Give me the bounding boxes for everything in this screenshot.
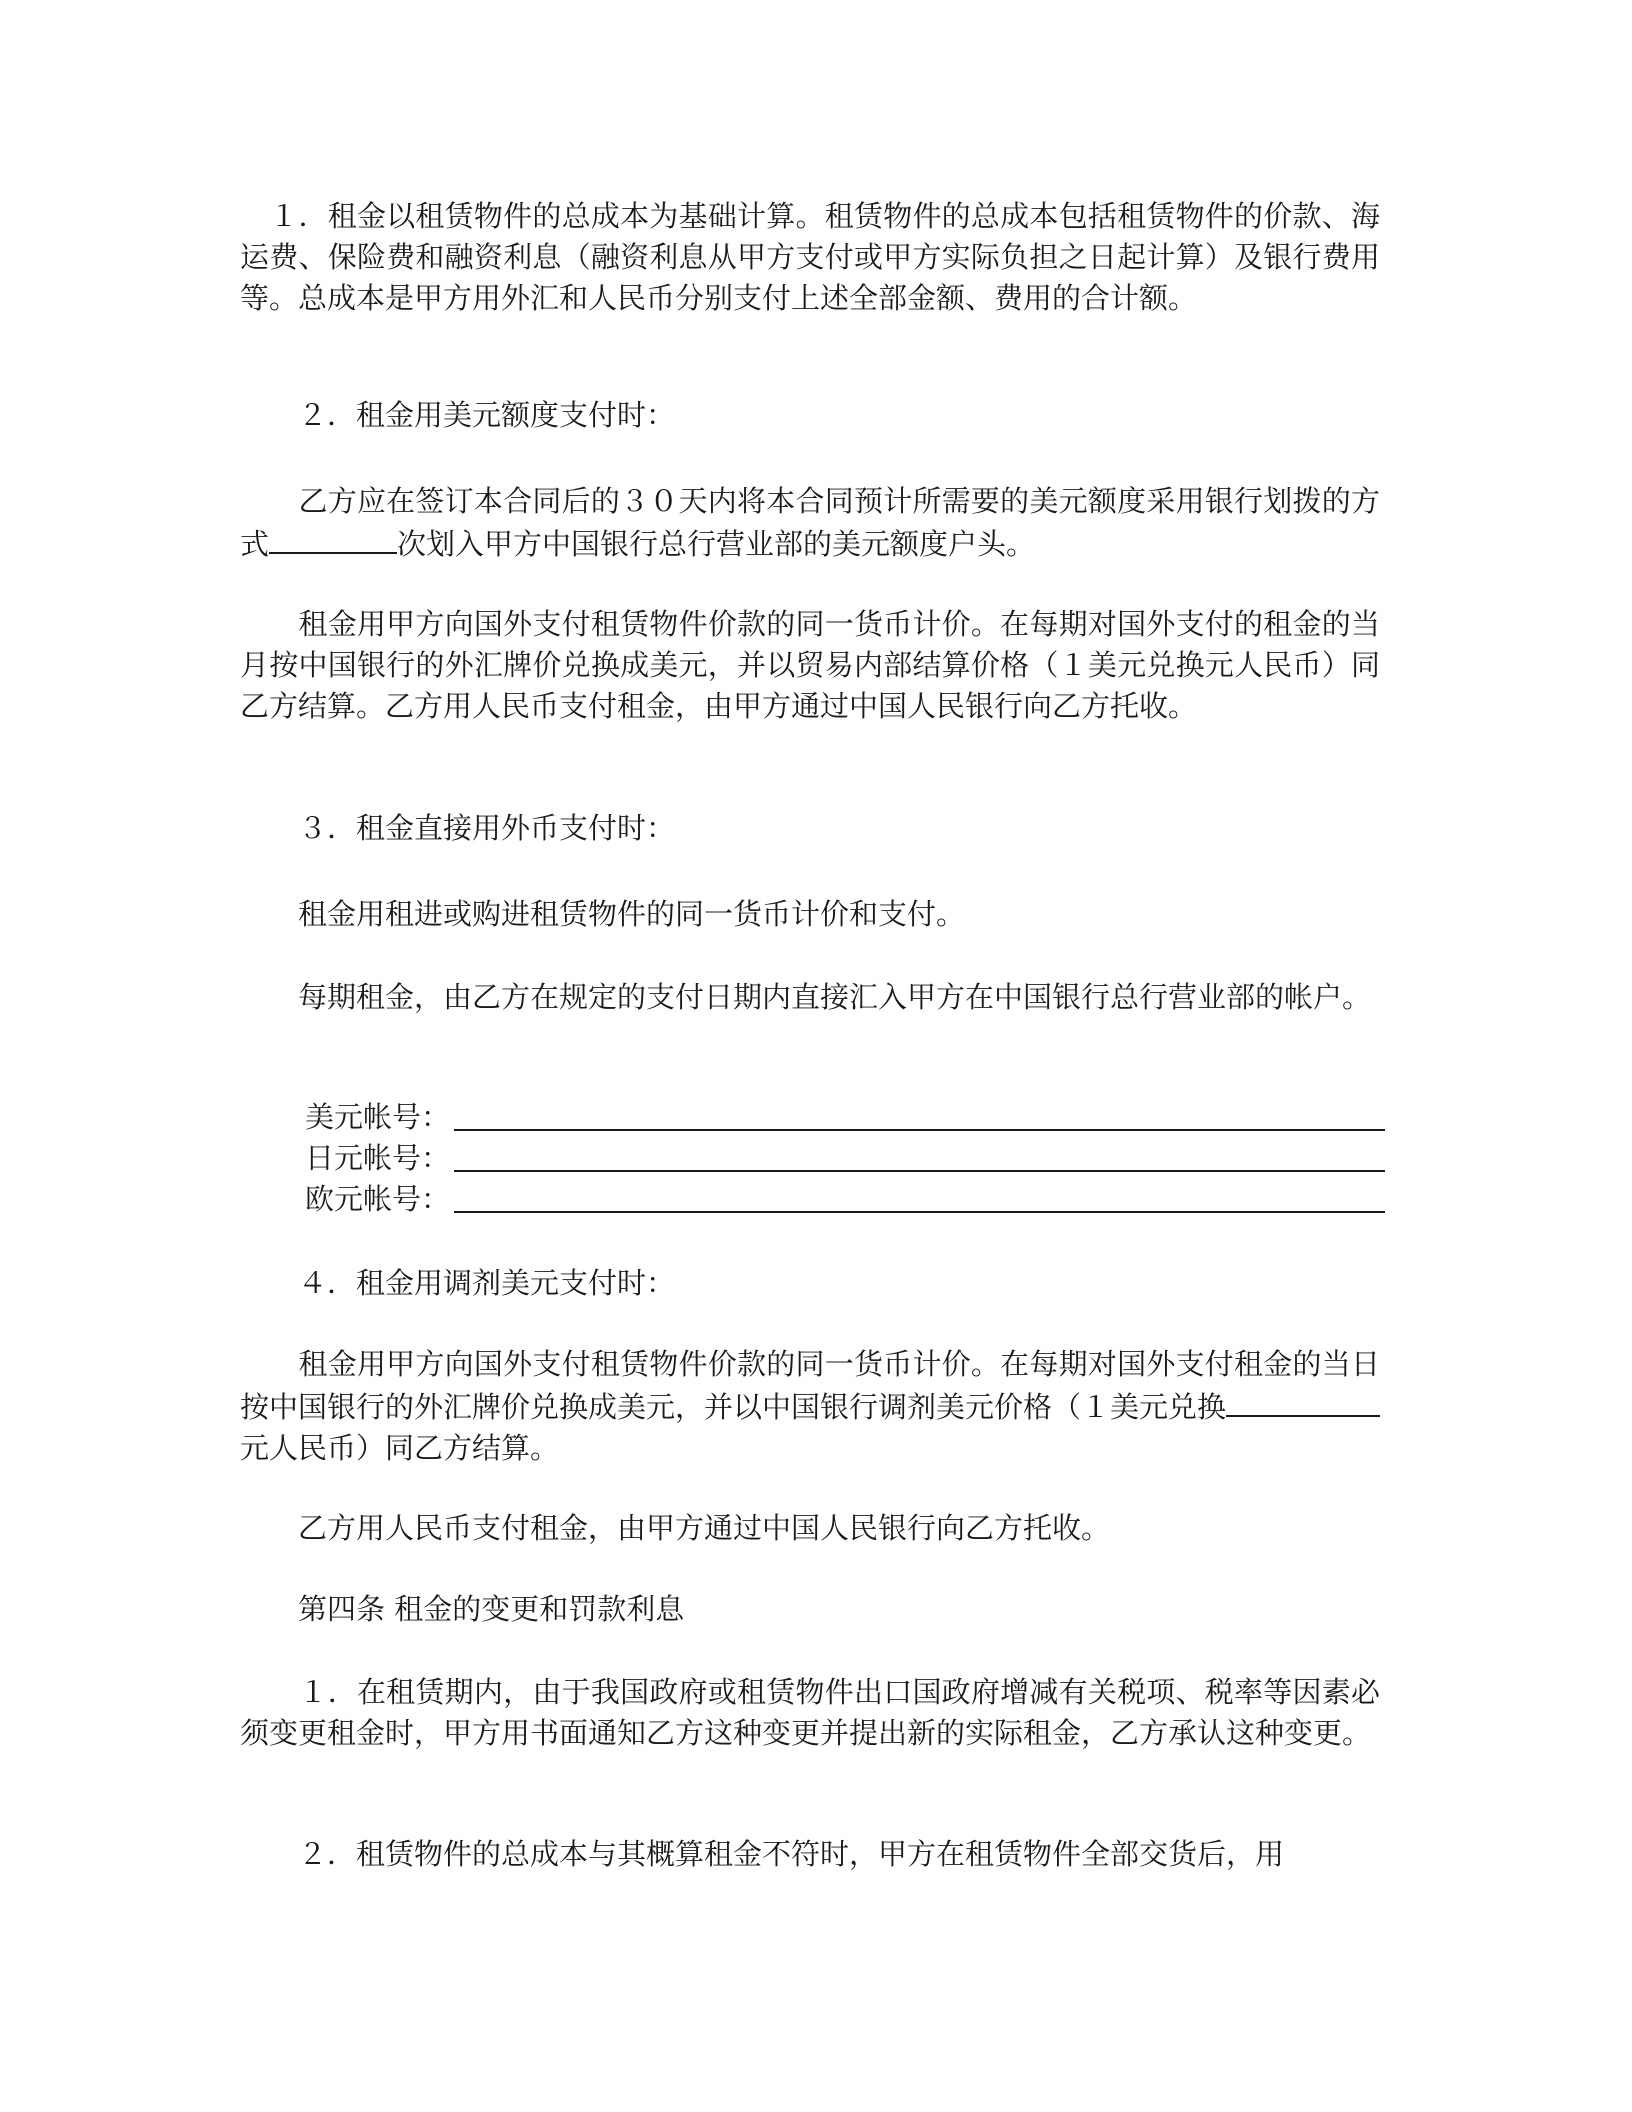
heading-text: ３．租金直接用外币支付时： xyxy=(240,811,676,845)
paragraph-text: １．租金以租赁物件的总成本为基础计算。租赁物件的总成本包括租赁物件的价款、海运费、保险费和融资利息（融资利息从甲方支付或甲方实际负担之日起计算）及银行费用等。总成本是甲方用外汇和人民币分别支付上述全部金额、费用的合计额。 xyxy=(240,199,1380,315)
account-row-eur xyxy=(305,1179,1385,1220)
exchange-rate-blank xyxy=(1226,1385,1380,1417)
account-label: 日元帐号： xyxy=(305,1141,451,1175)
paragraph-text: 租金用甲方向国外支付租赁物件价款的同一货币计价。在每期对国外支付的租金的当月按中国银行的外汇牌价兑换成美元，并以贸易内部结算价格（１美元兑换元人民币）同乙方结算。乙方用人民币支付租金，由甲方通过中国人民银行向乙方托收。 xyxy=(240,607,1380,723)
heading-text: ２．租金用美元额度支付时： xyxy=(240,398,676,432)
article-four-heading xyxy=(240,1589,1380,1630)
account-row-usd xyxy=(305,1097,1385,1138)
account-blank-line xyxy=(454,1129,1385,1131)
paragraph-rmb-collection xyxy=(240,1508,1380,1549)
heading-foreign-currency-payment xyxy=(240,808,1380,849)
paragraph-direct-remittance xyxy=(240,977,1380,1018)
heading-adjusted-usd-payment xyxy=(240,1263,1380,1304)
paragraph-rent-change xyxy=(240,1672,1380,1754)
paragraph-text: １．在租赁期内，由于我国政府或租赁物件出口国政府增减有关税项、税率等因素必须变更租金时，甲方用书面通知乙方这种变更并提出新的实际租金，乙方承认这种变更。 xyxy=(240,1675,1380,1750)
account-label: 美元帐号： xyxy=(305,1100,451,1134)
paragraph-cost-mismatch xyxy=(240,1834,1380,1875)
paragraph-same-currency xyxy=(240,894,1380,935)
paragraph-text: 次划入甲方中国银行总行营业部的美元额度户头。 xyxy=(397,527,1036,561)
account-label: 欧元帐号： xyxy=(305,1182,451,1216)
paragraph-text: 乙方应在签订本合同后的３０天内将本合同预计所需要的美元额度采用银行划拨的方式 xyxy=(240,484,1380,561)
account-row-jpy xyxy=(305,1138,1385,1179)
heading-text: ４．租金用调剂美元支付时： xyxy=(240,1266,676,1300)
paragraph-usd-quota-transfer xyxy=(240,481,1380,565)
account-blank-line xyxy=(454,1170,1385,1172)
paragraph-text: 租金用甲方向国外支付租赁物件价款的同一货币计价。在每期对国外支付租金的当日按中国银行的外汇牌价兑换成美元，并以中国银行调剂美元价格（１美元兑换 xyxy=(240,1347,1380,1424)
paragraph-rent-basis xyxy=(240,196,1380,319)
paragraph-text: 乙方用人民币支付租金，由甲方通过中国人民银行向乙方托收。 xyxy=(240,1511,1111,1545)
transfer-count-blank xyxy=(269,522,397,554)
paragraph-adjusted-usd-valuation xyxy=(240,1344,1380,1469)
paragraph-text: 元人民币）同乙方结算。 xyxy=(240,1431,560,1465)
paragraph-text: 每期租金，由乙方在规定的支付日期内直接汇入甲方在中国银行总行营业部的帐户。 xyxy=(240,980,1372,1014)
paragraph-currency-valuation xyxy=(240,604,1380,727)
heading-usd-quota-payment xyxy=(240,395,1380,436)
paragraph-text: 租金用租进或购进租赁物件的同一货币计价和支付。 xyxy=(240,897,966,931)
article-title: 第四条 租金的变更和罚款利息 xyxy=(240,1592,685,1626)
paragraph-text: ２．租赁物件的总成本与其概算租金不符时，甲方在租赁物件全部交货后，用 xyxy=(240,1837,1285,1871)
account-blank-line xyxy=(454,1211,1385,1213)
